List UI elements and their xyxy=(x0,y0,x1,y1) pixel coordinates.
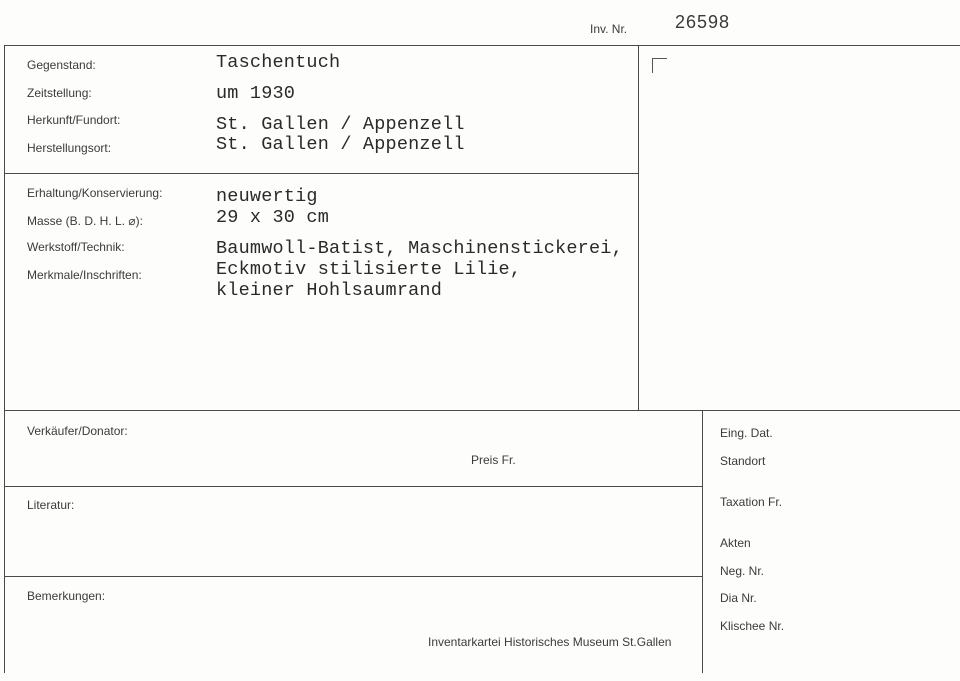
neg-nr-label: Neg. Nr. xyxy=(720,564,765,578)
literatur-label: Literatur: xyxy=(27,498,75,512)
merkmale-line-1: Eckmotiv stilisierte Lilie, xyxy=(216,259,522,280)
rule-side-left xyxy=(702,411,703,673)
rule-object-right xyxy=(638,45,639,411)
merkmale-line-2: kleiner Hohlsaumrand xyxy=(216,280,443,301)
rule-object-bottom xyxy=(4,410,960,411)
werkstoff-label: Werkstoff/Technik: xyxy=(27,240,125,254)
dia-nr-label: Dia Nr. xyxy=(720,591,757,605)
rule-top xyxy=(4,45,960,46)
akten-label: Akten xyxy=(720,536,751,550)
zeitstellung-value: um 1930 xyxy=(216,83,296,104)
herkunft-value: St. Gallen / Appenzell xyxy=(216,114,465,135)
eing-dat-label: Eing. Dat. xyxy=(720,426,773,440)
verkaeufer-label: Verkäufer/Donator: xyxy=(27,424,128,438)
erhaltung-label: Erhaltung/Konservierung: xyxy=(27,186,163,200)
klischee-nr-label: Klischee Nr. xyxy=(720,619,785,633)
taxation-label: Taxation Fr. xyxy=(720,495,783,509)
preis-label: Preis Fr. xyxy=(471,453,516,467)
bemerkungen-label: Bemerkungen: xyxy=(27,589,106,603)
standort-label: Standort xyxy=(720,454,766,468)
werkstoff-value: Baumwoll-Batist, Maschinenstickerei, xyxy=(216,238,623,259)
herkunft-label: Herkunft/Fundort: xyxy=(27,113,121,127)
herstellungsort-label: Herstellungsort: xyxy=(27,141,112,155)
inv-nr-value: 26598 xyxy=(675,12,731,32)
inv-nr-label: Inv. Nr. xyxy=(590,22,628,36)
zeitstellung-label: Zeitstellung: xyxy=(27,86,92,100)
card-footer: Inventarkartei Historisches Museum St.Gallen xyxy=(428,635,672,649)
merkmale-label: Merkmale/Inschriften: xyxy=(27,268,142,282)
rule-object-mid xyxy=(4,173,638,174)
erhaltung-value: neuwertig xyxy=(216,186,318,207)
masse-value: 29 x 30 cm xyxy=(216,207,330,228)
gegenstand-value: Taschentuch xyxy=(216,52,341,73)
masse-label: Masse (B. D. H. L. ⌀): xyxy=(27,214,143,228)
rule-left xyxy=(4,45,5,673)
herstellungsort-value: St. Gallen / Appenzell xyxy=(216,134,465,155)
rule-literatur xyxy=(4,486,702,487)
rule-bemerkungen xyxy=(4,576,702,577)
corner-mark xyxy=(652,58,667,73)
gegenstand-label: Gegenstand: xyxy=(27,58,96,72)
